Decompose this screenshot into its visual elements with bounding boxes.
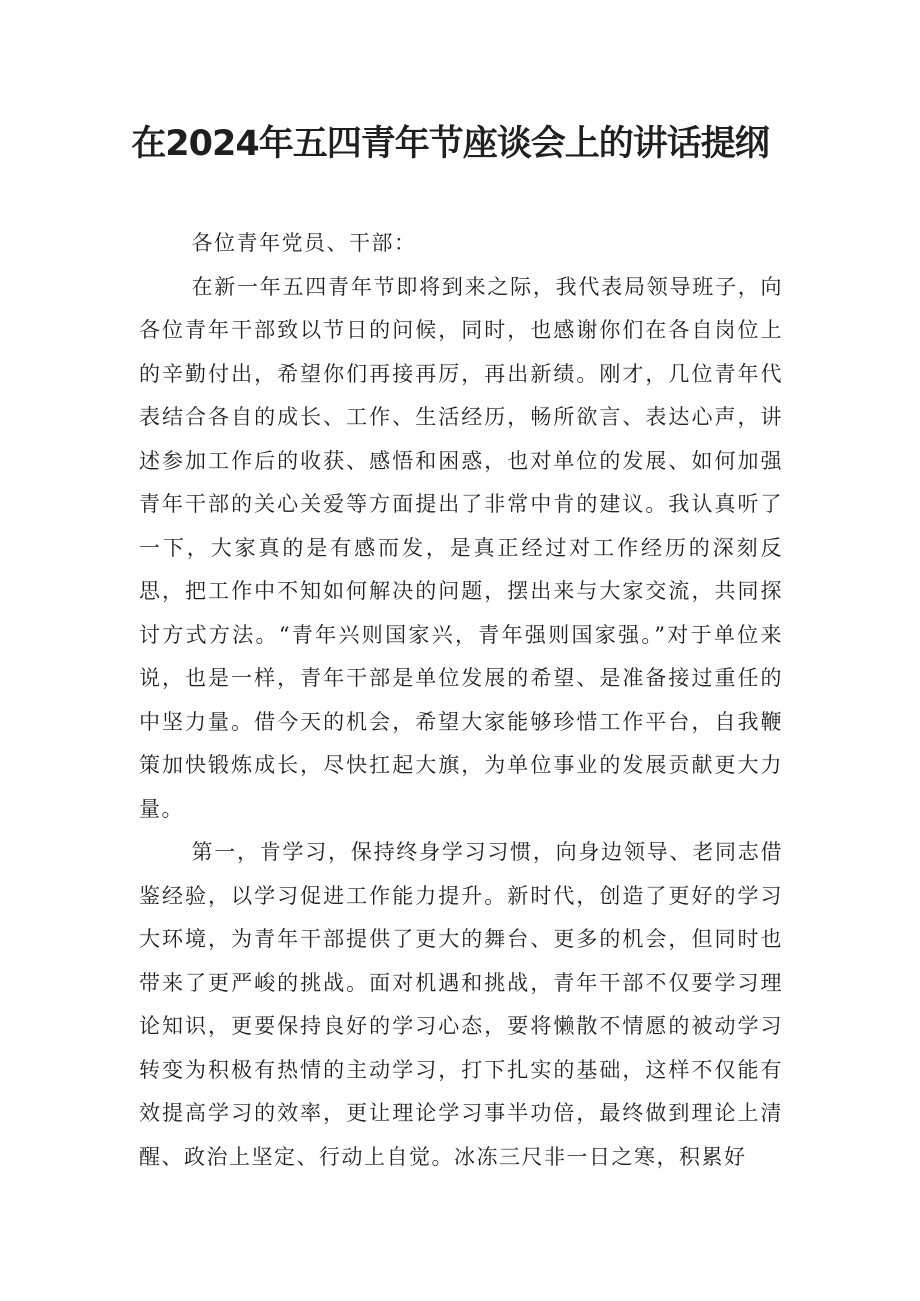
paragraph-first-point: 第一，肯学习，保持终身学习习惯，向身边领导、老同志借鉴经验，以学习促进工作能力提升。新时代，创造了更好的学习大环境，为青年干部提供了更大的舞台、更多的机会，但同时也带来了更严峻的挑战。面对机遇和挑战，青年干部不仅要学习理论知识，更要保持良好的学习心态，要将懒散不情愿的被动学习转变为积极有热情的主动学习，打下扎实的基础，这样不仅能有效提高学习的效率，更让理论学习事半功倍，最终做到理论上清醒、政治上坚定、行动上自觉。冰冻三尺非一日之寒，积累好: [139, 840, 783, 1169]
paragraph-opening: 在新一年五四青年节即将到来之际，我代表局领导班子，向各位青年干部致以节日的问候，同时，也感谢你们在各自岗位上的辛勤付出，希望你们再接再厉，再出新绩。刚才，几位青年代表结合各自的成长、工作、生活经历，畅所欲言、表达心声，讲述参加工作后的收获、感悟和困惑，也对单位的发展、如何加强青年干部的关心关爱等方面提出了非常中肯的建议。我认真听了一下，大家真的是有感而发，是真正经过对工作经历的深刻反思，把工作中不知如何解决的问题，摆出来与大家交流，共同探讨方式方法。“青年兴则国家兴，青年强则国家强。”对于单位来说，也是一样，青年干部是单位发展的希望、是准备接过重任的中坚力量。借今天的机会，希望大家能够珍惜工作平台，自我鞭策加快锻炼成长，尽快扛起大旗，为单位事业的发展贡献更大力量。: [139, 274, 783, 821]
document-body: [139, 222, 783, 1179]
salutation: 各位青年党员、干部：: [191, 231, 417, 255]
document-title: 在2024年五四青年节座谈会上的讲话提纲: [131, 124, 769, 164]
